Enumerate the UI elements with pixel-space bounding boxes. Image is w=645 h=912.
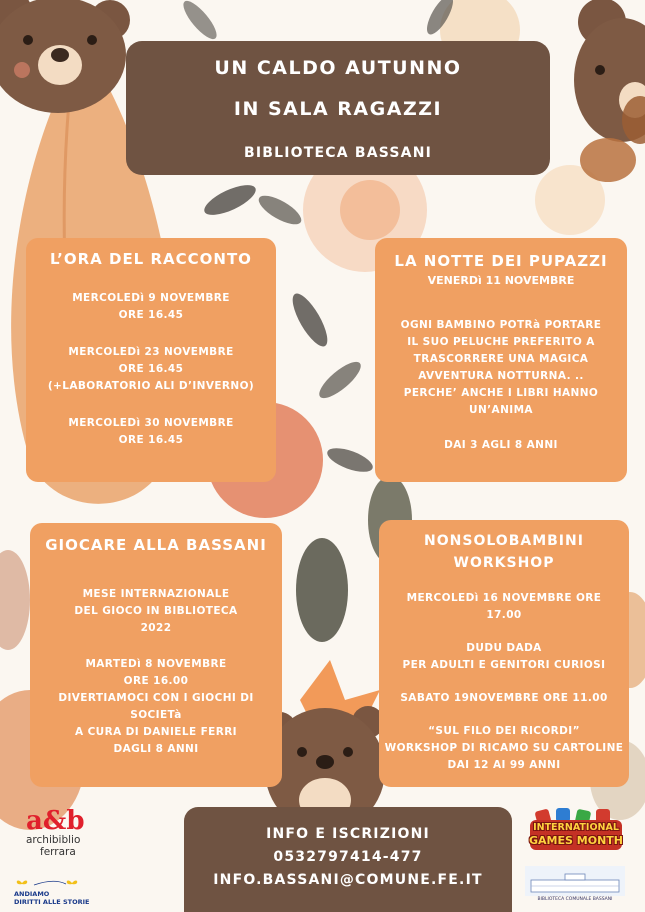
info-email: INFO.BASSANI@COMUNE.FE.IT — [213, 872, 483, 888]
workshop-line: 17.00 — [486, 609, 522, 621]
workshop-line: WORKSHOP DI RICAMO SU CARTOLINE — [384, 742, 624, 754]
pupazzi-line: AVVENTURA NOTTURNA. .. — [418, 370, 584, 382]
workshop-box — [379, 520, 629, 787]
igm-line-1: INTERNATIONAL — [533, 822, 619, 833]
pupazzi-line: TRASCORRERE UNA MAGICA — [413, 353, 589, 365]
giocare-line: MESE INTERNAZIONALE — [82, 588, 230, 600]
racconto-line: MERCOLEDì 9 NOVEMBRE — [72, 292, 230, 304]
workshop-heading-1: NONSOLOBAMBINI — [424, 533, 584, 549]
giocare-line: DAGLI 8 ANNI — [113, 743, 199, 755]
biblioteca-logo — [525, 866, 625, 906]
racconto-line: ORE 16.45 — [118, 309, 184, 321]
info-phone: 0532797414-477 — [273, 849, 423, 865]
ab-line-2: ferrara — [40, 846, 76, 858]
games-month-logo — [528, 808, 624, 854]
racconto-line: MERCOLEDì 30 NOVEMBRE — [68, 417, 234, 429]
giocare-line: DEL GIOCO IN BIBLIOTECA — [74, 605, 238, 617]
workshop-line: MERCOLEDì 16 NOVEMBRE ORE — [406, 592, 602, 604]
pupazzi-date: VENERDì 11 NOVEMBRE — [427, 274, 575, 287]
info-heading: INFO E ISCRIZIONI — [266, 826, 430, 842]
ab-mark: a&b — [26, 806, 85, 836]
giocare-box — [30, 523, 282, 787]
workshop-line: SABATO 19NOVEMBRE ORE 11.00 — [400, 692, 608, 704]
workshop-line: “SUL FILO DEI RICORDI” — [428, 725, 580, 737]
pupazzi-age: DAI 3 AGLI 8 ANNI — [444, 439, 558, 451]
library-building-icon — [525, 866, 625, 896]
pupazzi-line: PERCHE’ ANCHE I LIBRI HANNO — [403, 387, 599, 399]
ab-line-1: archibiblio — [26, 834, 81, 846]
workshop-heading-2: WORKSHOP — [453, 555, 555, 571]
andiamo-line-1: ANDIAMO — [14, 890, 50, 898]
andiamo-line-2: DIRITTI ALLE STORIE — [14, 898, 90, 906]
giocare-line: DIVERTIAMOCI CON I GIOCHI DI — [58, 692, 254, 704]
info-box — [184, 807, 512, 912]
pupazzi-box — [375, 238, 627, 482]
butterfly-icon — [14, 876, 84, 890]
pupazzi-line: UN’ANIMA — [469, 404, 533, 416]
igm-line-2: GAMES MONTH — [529, 834, 623, 847]
workshop-line: DUDU DADA — [466, 642, 542, 654]
racconto-line: MERCOLEDì 23 NOVEMBRE — [68, 346, 234, 358]
giocare-heading: GIOCARE ALLA BASSANI — [45, 536, 267, 554]
giocare-line: 2022 — [140, 622, 172, 634]
pupazzi-heading: LA NOTTE DEI PUPAZZI — [394, 252, 608, 270]
subtitle: BIBLIOTECA BASSANI — [243, 145, 433, 161]
title-box — [126, 41, 550, 175]
pupazzi-line: IL SUO PELUCHE PREFERITO A — [407, 336, 595, 348]
biblioteca-caption: BIBLIOTECA COMUNALE BASSANI — [537, 897, 613, 902]
workshop-line: DAI 12 AI 99 ANNI — [447, 759, 561, 771]
giocare-line: ORE 16.00 — [123, 675, 189, 687]
racconto-line: ORE 16.45 — [118, 363, 184, 375]
workshop-line: PER ADULTI E GENITORI CURIOSI — [402, 659, 606, 671]
archibiblio-logo — [26, 808, 85, 858]
giocare-line: SOCIETà — [130, 709, 182, 721]
title-line-1: UN CALDO AUTUNNO — [214, 57, 462, 79]
racconto-line: ORE 16.45 — [118, 434, 184, 446]
andiamo-logo — [14, 876, 89, 906]
racconto-box — [26, 238, 276, 482]
giocare-line: MARTEDì 8 NOVEMBRE — [85, 658, 227, 670]
pupazzi-line: OGNI BAMBINO POTRà PORTARE — [400, 319, 602, 331]
title-line-2: IN SALA RAGAZZI — [233, 98, 443, 120]
racconto-line: (+LABORATORIO ALI D’INVERNO) — [47, 380, 255, 392]
racconto-heading: L’ORA DEL RACCONTO — [50, 250, 252, 268]
giocare-line: A CURA DI DANIELE FERRI — [74, 726, 237, 738]
